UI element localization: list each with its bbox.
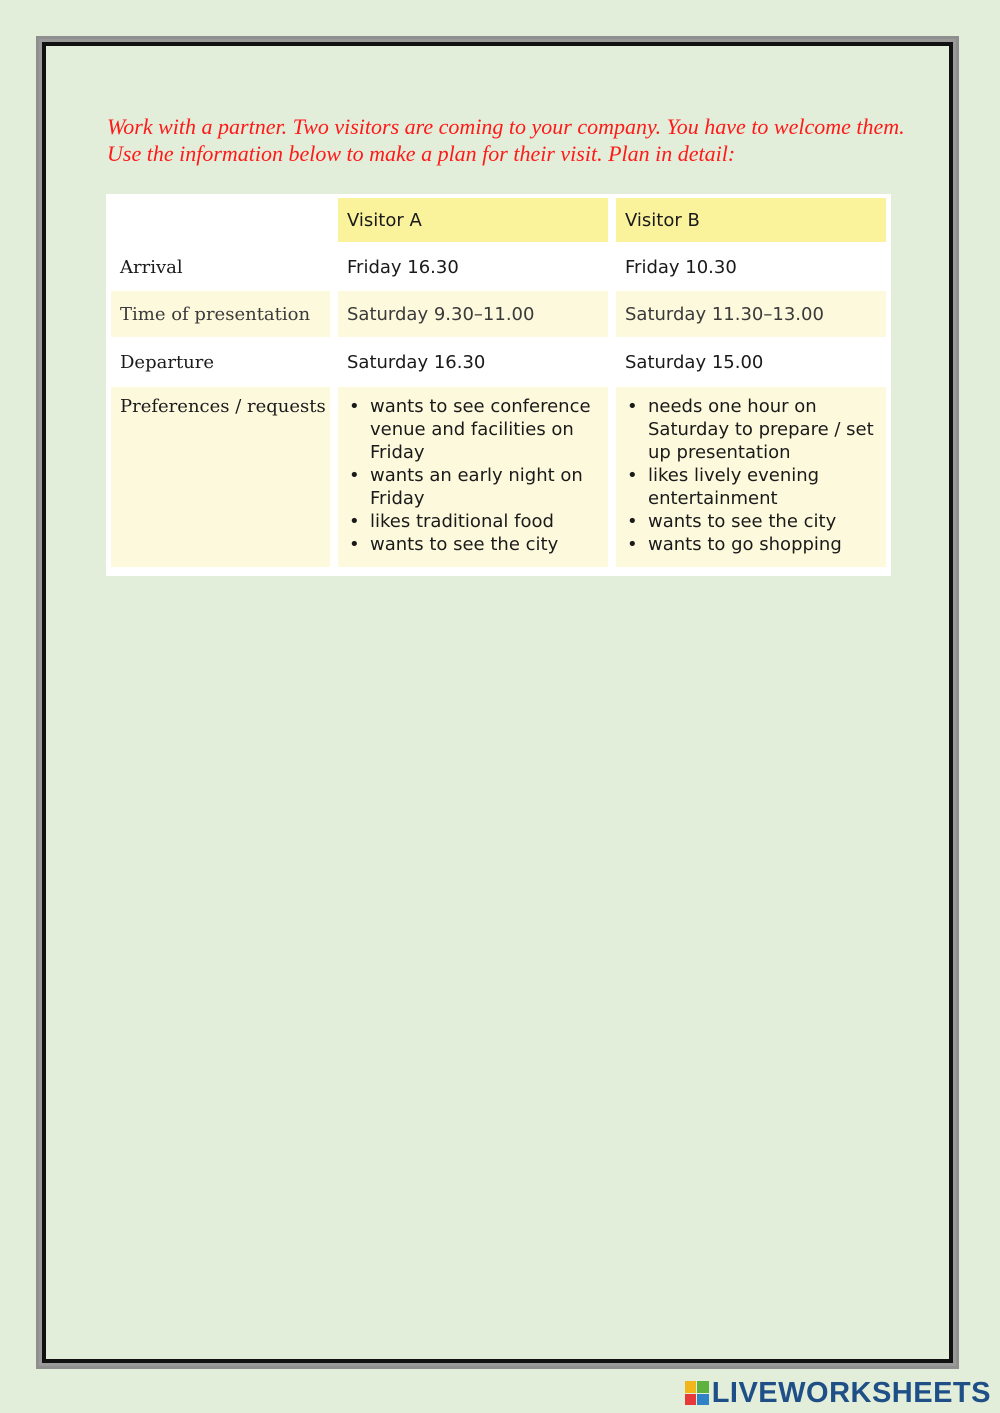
logo-square-green bbox=[697, 1381, 709, 1393]
header-visitor-a bbox=[338, 198, 608, 242]
visitor-table bbox=[106, 194, 891, 576]
header-visitor-a-label: Visitor A bbox=[347, 210, 422, 231]
preferences-list-a bbox=[347, 395, 600, 556]
list-item: • wants to see the city bbox=[347, 533, 600, 556]
header-visitor-b-label: Visitor B bbox=[625, 210, 700, 231]
header-visitor-b bbox=[616, 198, 886, 242]
arrival-visitor-b: Friday 10.30 bbox=[625, 257, 737, 278]
instructions-text: Work with a partner. Two visitors are coming to your company. You have to welcome them. Use the information below to make a plan for their visit. Plan in detail: bbox=[107, 114, 905, 166]
logo-square-blue bbox=[697, 1394, 709, 1406]
preferences-list-b bbox=[625, 395, 878, 556]
logo-square-red bbox=[685, 1394, 697, 1406]
header-empty-cell bbox=[106, 194, 330, 242]
list-item: • wants to go shopping bbox=[625, 533, 878, 556]
list-item: • wants to see the city bbox=[625, 510, 878, 533]
arrival-visitor-a: Friday 16.30 bbox=[347, 257, 459, 278]
list-item: • likes lively evening entertainment bbox=[625, 464, 878, 510]
row-label-preferences: Preferences / requests bbox=[111, 387, 330, 567]
preferences-visitor-a bbox=[338, 387, 608, 567]
row-label-presentation: Time of presentation bbox=[111, 291, 330, 337]
list-item: • likes traditional food bbox=[347, 510, 600, 533]
departure-visitor-b: Saturday 15.00 bbox=[625, 352, 764, 373]
row-label-arrival: Arrival bbox=[120, 257, 183, 278]
list-item: • wants to see conference venue and facilities on Friday bbox=[347, 395, 600, 464]
row-label-departure: Departure bbox=[120, 352, 215, 373]
departure-visitor-a: Saturday 16.30 bbox=[347, 352, 486, 373]
logo-text: LIVEWORKSHEETS bbox=[711, 1376, 991, 1409]
preferences-visitor-b bbox=[616, 387, 886, 567]
logo-square-yellow bbox=[685, 1381, 697, 1393]
liveworksheets-logo[interactable] bbox=[685, 1376, 991, 1410]
list-item: • needs one hour on Saturday to prepare / set up presentation bbox=[625, 395, 878, 464]
list-item: • wants an early night on Friday bbox=[347, 464, 600, 510]
presentation-visitor-a: Saturday 9.30–11.00 bbox=[338, 291, 608, 337]
presentation-visitor-b: Saturday 11.30–13.00 bbox=[616, 291, 886, 337]
logo-icon bbox=[685, 1381, 709, 1405]
